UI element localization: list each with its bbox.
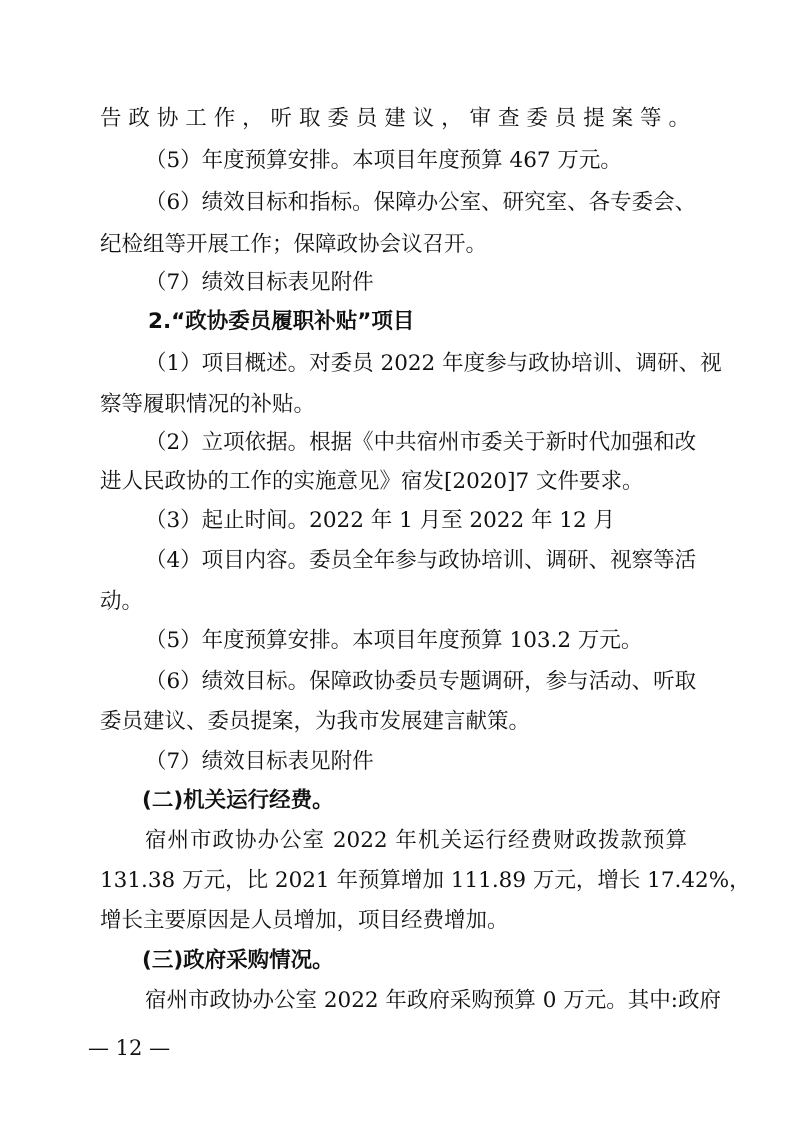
paragraph-line: 宿州市政协办公室 2022 年机关运行经费财政拨款预算 bbox=[145, 828, 687, 853]
paragraph-line: 告政协工作，听取委员建议，审查委员提案等。 bbox=[100, 106, 690, 131]
paragraph-line: （7）绩效目标表见附件 bbox=[145, 749, 374, 774]
section-heading: 2.“政协委员履职补贴”项目 bbox=[148, 309, 415, 334]
section-heading: (二)机关运行经费。 bbox=[142, 788, 334, 813]
page-number: — 12 — bbox=[88, 1036, 171, 1060]
paragraph-line: 宿州市政协办公室 2022 年政府采购预算 0 万元。其中:政府 bbox=[145, 988, 721, 1013]
paragraph-line: （2）立项依据。根据《中共宿州市委关于新时代加强和改 bbox=[145, 430, 697, 455]
paragraph-line: （5）年度预算安排。本项目年度预算 103.2 万元。 bbox=[145, 628, 643, 653]
paragraph-line: 增长主要原因是人员增加，项目经费增加。 bbox=[100, 908, 509, 933]
paragraph-line: 进人民政协的工作的实施意见》宿发[2020]7 文件要求。 bbox=[100, 469, 644, 494]
paragraph-line: （6）绩效目标和指标。保障办公室、研究室、各专委会、 bbox=[145, 190, 697, 215]
paragraph-line: （1）项目概述。对委员 2022 年度参与政协培训、调研、视 bbox=[145, 351, 722, 376]
paragraph-line: 察等履职情况的补贴。 bbox=[100, 392, 316, 417]
paragraph-line: （4）项目内容。委员全年参与政协培训、调研、视察等活 bbox=[145, 548, 697, 573]
paragraph-line: （5）年度预算安排。本项目年度预算 467 万元。 bbox=[145, 148, 622, 173]
section-heading: (三)政府采购情况。 bbox=[142, 948, 334, 973]
paragraph-line: 动。 bbox=[100, 589, 144, 614]
paragraph-line: 委员建议、委员提案，为我市发展建言献策。 bbox=[100, 709, 531, 734]
paragraph-line: 纪检组等开展工作；保障政协会议召开。 bbox=[100, 232, 488, 257]
paragraph-line: （3）起止时间。2022 年 1 月至 2022 年 12 月 bbox=[145, 508, 615, 533]
paragraph-line: （7）绩效目标表见附件 bbox=[145, 270, 374, 295]
paragraph-line: 131.38 万元，比 2021 年预算增加 111.89 万元，增长 17.42%， bbox=[100, 868, 751, 893]
paragraph-line: （6）绩效目标。保障政协委员专题调研，参与活动、听取 bbox=[145, 669, 697, 694]
